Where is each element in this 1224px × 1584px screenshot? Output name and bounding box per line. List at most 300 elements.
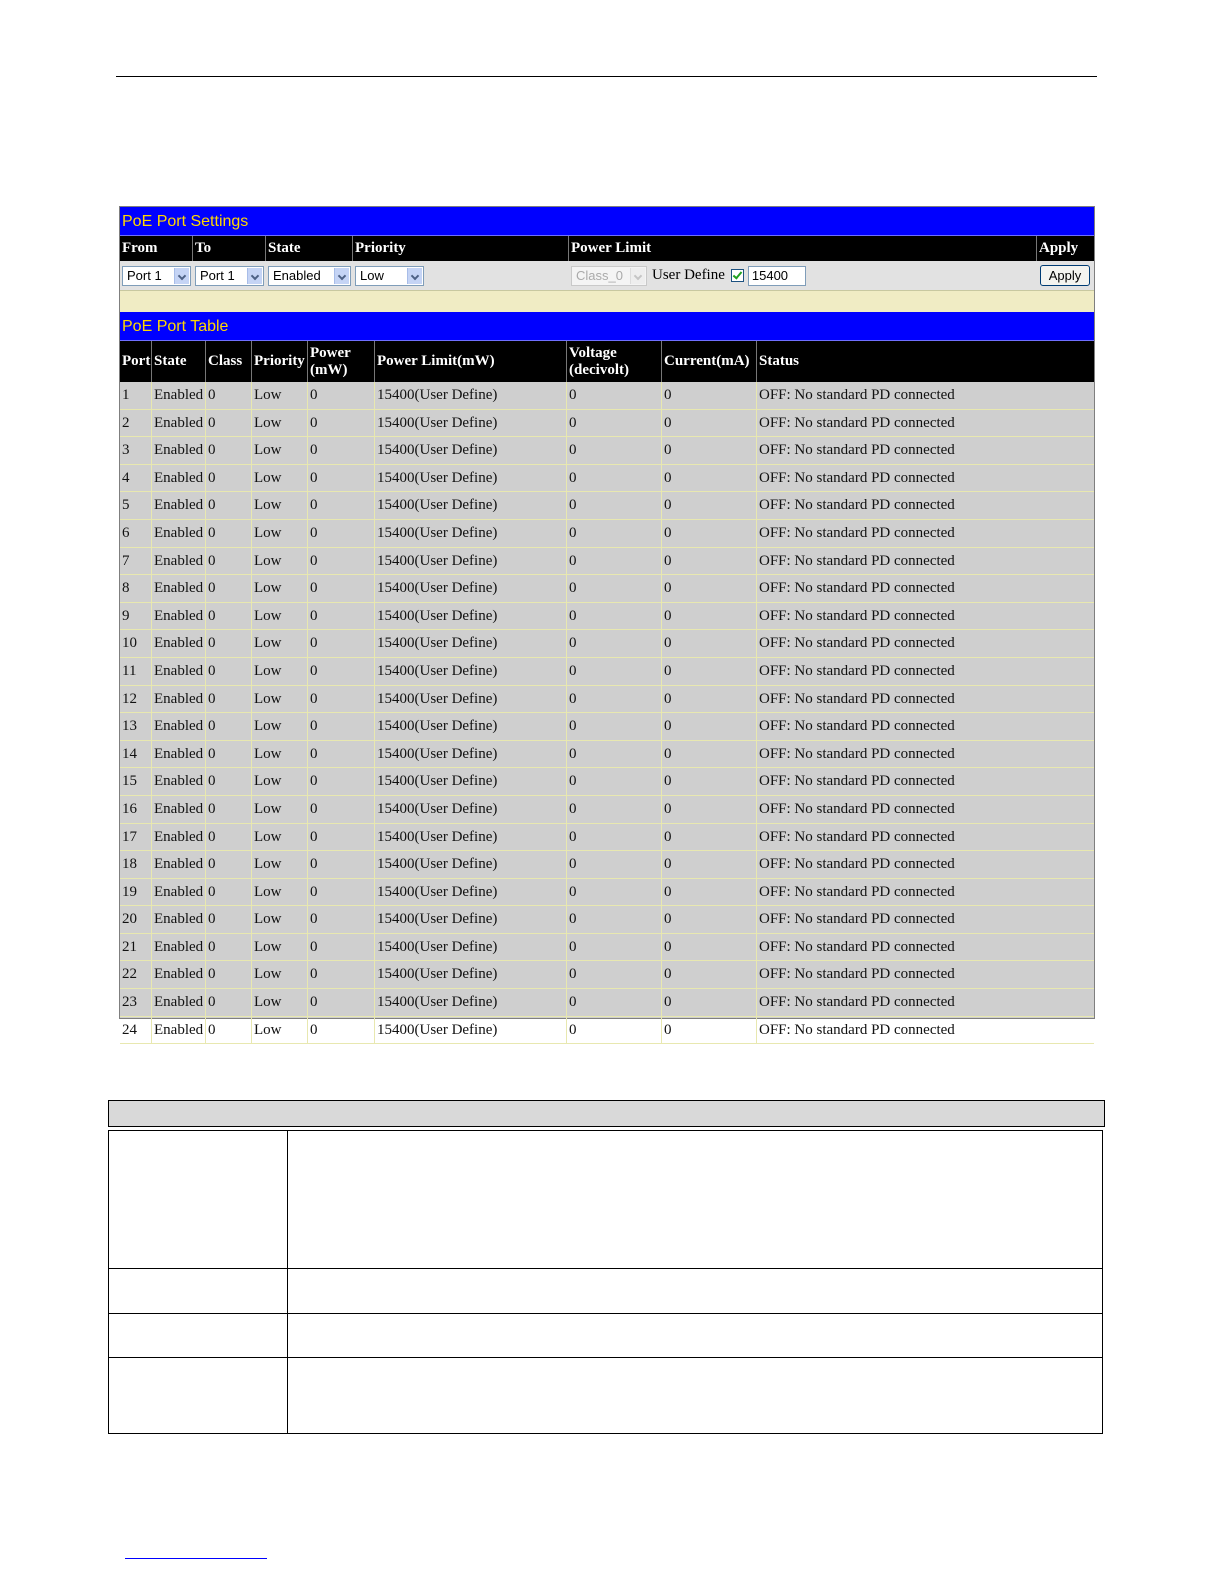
cell-priority: Low xyxy=(252,713,308,740)
cell-current: 0 xyxy=(662,603,757,630)
cell-class: 0 xyxy=(206,465,252,492)
cell-power-limit: 15400(User Define) xyxy=(375,437,567,464)
cell-priority: Low xyxy=(252,741,308,768)
cell-port: 20 xyxy=(120,906,152,933)
cell-power: 0 xyxy=(308,851,375,878)
cell-power: 0 xyxy=(308,934,375,961)
cell-voltage: 0 xyxy=(567,934,662,961)
cell-port: 5 xyxy=(120,492,152,519)
table-row xyxy=(120,520,1094,548)
cell-power: 0 xyxy=(308,603,375,630)
cell-class: 0 xyxy=(206,713,252,740)
table-row xyxy=(120,548,1094,576)
cell-status: OFF: No standard PD connected xyxy=(759,856,955,873)
cell-voltage: 0 xyxy=(567,686,662,713)
cell-port: 9 xyxy=(120,603,152,630)
cell-port: 10 xyxy=(120,630,152,657)
description-term-cell xyxy=(109,1269,288,1314)
table-row xyxy=(120,1017,1094,1045)
cell-current: 0 xyxy=(662,520,757,547)
header-to: To xyxy=(193,236,266,261)
cell-status: OFF: No standard PD connected xyxy=(759,635,955,652)
cell-class: 0 xyxy=(206,796,252,823)
cell-voltage: 0 xyxy=(567,824,662,851)
cell-power-limit: 15400(User Define) xyxy=(375,630,567,657)
cell-state: Enabled xyxy=(152,824,206,851)
col-state: State xyxy=(152,341,206,382)
cell-power: 0 xyxy=(308,492,375,519)
cell-status: OFF: No standard PD connected xyxy=(759,497,955,514)
cell-voltage: 0 xyxy=(567,575,662,602)
cell-status: OFF: No standard PD connected xyxy=(759,1021,955,1038)
cell-power-limit: 15400(User Define) xyxy=(375,961,567,988)
priority-cell xyxy=(353,266,569,286)
cell-status: OFF: No standard PD connected xyxy=(759,745,955,762)
cell-priority: Low xyxy=(252,961,308,988)
col-power-line1: Power xyxy=(310,344,351,361)
cell-class: 0 xyxy=(206,906,252,933)
cell-status: OFF: No standard PD connected xyxy=(759,773,955,790)
col-voltage xyxy=(567,341,662,382)
cell-power-limit: 15400(User Define) xyxy=(375,713,567,740)
cell-voltage: 0 xyxy=(567,465,662,492)
table-row xyxy=(120,879,1094,907)
cell-power: 0 xyxy=(308,961,375,988)
state-cell xyxy=(266,266,353,286)
cell-power: 0 xyxy=(308,741,375,768)
cell-current: 0 xyxy=(662,630,757,657)
cell-class: 0 xyxy=(206,961,252,988)
table-row xyxy=(120,989,1094,1017)
table-row xyxy=(120,934,1094,962)
cell-priority: Low xyxy=(252,410,308,437)
cell-port: 19 xyxy=(120,879,152,906)
description-text-cell xyxy=(288,1358,1103,1434)
cell-current: 0 xyxy=(662,879,757,906)
cell-power: 0 xyxy=(308,713,375,740)
cell-class: 0 xyxy=(206,437,252,464)
cell-priority: Low xyxy=(252,492,308,519)
table-row xyxy=(120,630,1094,658)
cell-priority: Low xyxy=(252,465,308,492)
cell-port: 4 xyxy=(120,465,152,492)
cell-state: Enabled xyxy=(152,851,206,878)
cell-power: 0 xyxy=(308,768,375,795)
priority-select[interactable] xyxy=(355,266,424,286)
cell-state: Enabled xyxy=(152,906,206,933)
cell-port: 1 xyxy=(120,382,152,409)
cell-voltage: 0 xyxy=(567,906,662,933)
cell-class: 0 xyxy=(206,603,252,630)
cell-power-limit: 15400(User Define) xyxy=(375,824,567,851)
description-term-cell xyxy=(109,1314,288,1358)
table-row xyxy=(120,492,1094,520)
col-status: Status xyxy=(759,353,800,369)
user-define-checkbox[interactable] xyxy=(731,269,744,282)
cell-power: 0 xyxy=(308,630,375,657)
to-port-value: Port 1 xyxy=(200,267,235,283)
cell-port: 6 xyxy=(120,520,152,547)
cell-status: OFF: No standard PD connected xyxy=(759,883,955,900)
cell-power-limit: 15400(User Define) xyxy=(375,492,567,519)
cell-port: 12 xyxy=(120,686,152,713)
cell-power-limit: 15400(User Define) xyxy=(375,548,567,575)
cell-state: Enabled xyxy=(152,548,206,575)
header-state: State xyxy=(266,236,353,261)
cell-state: Enabled xyxy=(152,989,206,1016)
header-power-limit: Power Limit xyxy=(569,236,1037,261)
cell-current: 0 xyxy=(662,686,757,713)
cell-priority: Low xyxy=(252,575,308,602)
cell-power-limit: 15400(User Define) xyxy=(375,520,567,547)
cell-power-limit: 15400(User Define) xyxy=(375,658,567,685)
cell-status: OFF: No standard PD connected xyxy=(759,580,955,597)
col-voltage-line1: Voltage xyxy=(569,344,617,361)
cell-status: OFF: No standard PD connected xyxy=(759,524,955,541)
power-limit-input[interactable]: 15400 xyxy=(748,266,806,286)
cell-voltage: 0 xyxy=(567,658,662,685)
cell-current: 0 xyxy=(662,658,757,685)
cell-priority: Low xyxy=(252,548,308,575)
cell-port: 17 xyxy=(120,824,152,851)
chevron-down-icon[interactable] xyxy=(174,268,189,284)
cell-current: 0 xyxy=(662,768,757,795)
cell-current: 0 xyxy=(662,382,757,409)
cell-port: 23 xyxy=(120,989,152,1016)
cell-class: 0 xyxy=(206,492,252,519)
col-class: Class xyxy=(206,341,252,382)
cell-power: 0 xyxy=(308,658,375,685)
cell-power: 0 xyxy=(308,575,375,602)
cell-priority: Low xyxy=(252,879,308,906)
cell-state: Enabled xyxy=(152,575,206,602)
cell-class: 0 xyxy=(206,879,252,906)
description-row xyxy=(109,1358,1103,1434)
cell-state: Enabled xyxy=(152,796,206,823)
cell-status: OFF: No standard PD connected xyxy=(759,718,955,735)
cell-class: 0 xyxy=(206,410,252,437)
cell-port: 14 xyxy=(120,741,152,768)
cell-voltage: 0 xyxy=(567,1017,662,1044)
cell-priority: Low xyxy=(252,1017,308,1044)
cell-state: Enabled xyxy=(152,934,206,961)
cell-state: Enabled xyxy=(152,382,206,409)
chevron-down-icon[interactable] xyxy=(247,268,262,284)
cell-current: 0 xyxy=(662,824,757,851)
cell-current: 0 xyxy=(662,465,757,492)
cell-power-limit: 15400(User Define) xyxy=(375,410,567,437)
cell-current: 0 xyxy=(662,548,757,575)
cell-state: Enabled xyxy=(152,630,206,657)
cell-status: OFF: No standard PD connected xyxy=(759,662,955,679)
cell-power-limit: 15400(User Define) xyxy=(375,575,567,602)
cell-power-limit: 15400(User Define) xyxy=(375,741,567,768)
cell-current: 0 xyxy=(662,796,757,823)
cell-state: Enabled xyxy=(152,713,206,740)
cell-class: 0 xyxy=(206,851,252,878)
from-port-value: Port 1 xyxy=(127,267,162,283)
cell-port: 21 xyxy=(120,934,152,961)
cell-state: Enabled xyxy=(152,1017,206,1044)
table-row xyxy=(120,603,1094,631)
cell-power: 0 xyxy=(308,989,375,1016)
cell-power-limit: 15400(User Define) xyxy=(375,603,567,630)
description-term-cell xyxy=(109,1358,288,1434)
cell-priority: Low xyxy=(252,520,308,547)
cell-status: OFF: No standard PD connected xyxy=(759,800,955,817)
cell-state: Enabled xyxy=(152,686,206,713)
cell-port: 22 xyxy=(120,961,152,988)
to-port-select[interactable] xyxy=(195,266,264,286)
class-select xyxy=(571,266,647,286)
priority-value: Low xyxy=(360,267,384,283)
cell-current: 0 xyxy=(662,934,757,961)
cell-current: 0 xyxy=(662,575,757,602)
from-cell xyxy=(120,266,193,286)
cell-class: 0 xyxy=(206,630,252,657)
user-define-label: User Define xyxy=(652,267,725,283)
table-row xyxy=(120,961,1094,989)
chevron-down-icon[interactable] xyxy=(407,268,422,284)
cell-status: OFF: No standard PD connected xyxy=(759,966,955,983)
description-row xyxy=(109,1131,1103,1269)
cell-state: Enabled xyxy=(152,658,206,685)
cell-class: 0 xyxy=(206,382,252,409)
col-power-limit: Power Limit(mW) xyxy=(375,341,567,382)
cell-current: 0 xyxy=(662,437,757,464)
cell-state: Enabled xyxy=(152,437,206,464)
cell-state: Enabled xyxy=(152,465,206,492)
state-value: Enabled xyxy=(273,267,321,283)
cell-class: 0 xyxy=(206,1017,252,1044)
cell-power-limit: 15400(User Define) xyxy=(375,465,567,492)
cell-priority: Low xyxy=(252,630,308,657)
cell-voltage: 0 xyxy=(567,768,662,795)
cell-status: OFF: No standard PD connected xyxy=(759,607,955,624)
cell-voltage: 0 xyxy=(567,741,662,768)
cell-power: 0 xyxy=(308,824,375,851)
cell-voltage: 0 xyxy=(567,382,662,409)
cell-status: OFF: No standard PD connected xyxy=(759,414,955,431)
cell-power: 0 xyxy=(308,410,375,437)
cell-power: 0 xyxy=(308,686,375,713)
chevron-down-icon[interactable] xyxy=(334,268,349,284)
settings-spacer xyxy=(120,291,1094,312)
cell-current: 0 xyxy=(662,713,757,740)
cell-current: 0 xyxy=(662,1017,757,1044)
cell-voltage: 0 xyxy=(567,603,662,630)
cell-power-limit: 15400(User Define) xyxy=(375,796,567,823)
cell-priority: Low xyxy=(252,603,308,630)
cell-class: 0 xyxy=(206,686,252,713)
poe-port-table-title: PoE Port Table xyxy=(120,312,1094,341)
table-row xyxy=(120,437,1094,465)
cell-power-limit: 15400(User Define) xyxy=(375,686,567,713)
col-port: Port xyxy=(120,341,152,382)
cell-state: Enabled xyxy=(152,961,206,988)
table-row xyxy=(120,768,1094,796)
cell-current: 0 xyxy=(662,741,757,768)
col-voltage-line2: (decivolt) xyxy=(569,361,629,378)
cell-voltage: 0 xyxy=(567,713,662,740)
description-term-cell xyxy=(109,1131,288,1269)
col-power xyxy=(308,341,375,382)
cell-class: 0 xyxy=(206,934,252,961)
cell-priority: Low xyxy=(252,768,308,795)
cell-voltage: 0 xyxy=(567,630,662,657)
table-body xyxy=(120,382,1094,1044)
cell-status: OFF: No standard PD connected xyxy=(759,994,955,1011)
cell-voltage: 0 xyxy=(567,961,662,988)
header-apply: Apply xyxy=(1039,240,1079,256)
description-row xyxy=(109,1314,1103,1358)
cell-status: OFF: No standard PD connected xyxy=(759,911,955,928)
cell-priority: Low xyxy=(252,382,308,409)
cell-priority: Low xyxy=(252,934,308,961)
col-priority: Priority xyxy=(252,341,308,382)
description-text-cell xyxy=(288,1269,1103,1314)
cell-status: OFF: No standard PD connected xyxy=(759,938,955,955)
cell-voltage: 0 xyxy=(567,437,662,464)
poe-port-settings-title: PoE Port Settings xyxy=(120,207,1094,236)
cell-power-limit: 15400(User Define) xyxy=(375,851,567,878)
cell-power: 0 xyxy=(308,879,375,906)
cell-priority: Low xyxy=(252,824,308,851)
description-text-cell xyxy=(288,1131,1103,1269)
cell-power-limit: 15400(User Define) xyxy=(375,934,567,961)
cell-priority: Low xyxy=(252,906,308,933)
table-row xyxy=(120,686,1094,714)
cell-state: Enabled xyxy=(152,410,206,437)
cell-state: Enabled xyxy=(152,603,206,630)
col-power-line2: (mW) xyxy=(310,361,348,378)
cell-port: 13 xyxy=(120,713,152,740)
cell-current: 0 xyxy=(662,851,757,878)
cell-power: 0 xyxy=(308,520,375,547)
power-limit-cell xyxy=(569,266,1037,286)
cell-port: 7 xyxy=(120,548,152,575)
table-header-row xyxy=(120,341,1094,382)
cell-state: Enabled xyxy=(152,879,206,906)
cell-class: 0 xyxy=(206,768,252,795)
page-header-rule xyxy=(116,76,1097,77)
cell-port: 24 xyxy=(120,1017,152,1044)
cell-priority: Low xyxy=(252,686,308,713)
table-row xyxy=(120,575,1094,603)
cell-port: 11 xyxy=(120,658,152,685)
cell-class: 0 xyxy=(206,989,252,1016)
footer-link-underline xyxy=(125,1558,267,1559)
cell-status: OFF: No standard PD connected xyxy=(759,690,955,707)
cell-status: OFF: No standard PD connected xyxy=(759,828,955,845)
settings-control-row xyxy=(120,261,1094,291)
cell-class: 0 xyxy=(206,548,252,575)
table-row xyxy=(120,465,1094,493)
header-from: From xyxy=(120,236,193,261)
cell-port: 16 xyxy=(120,796,152,823)
table-row xyxy=(120,713,1094,741)
cell-power-limit: 15400(User Define) xyxy=(375,906,567,933)
cell-status: OFF: No standard PD connected xyxy=(759,387,955,403)
cell-class: 0 xyxy=(206,824,252,851)
table-row xyxy=(120,741,1094,769)
cell-port: 3 xyxy=(120,437,152,464)
table-row xyxy=(120,851,1094,879)
cell-priority: Low xyxy=(252,437,308,464)
cell-power: 0 xyxy=(308,548,375,575)
cell-power: 0 xyxy=(308,1017,375,1044)
cell-voltage: 0 xyxy=(567,851,662,878)
table-row xyxy=(120,796,1094,824)
cell-port: 15 xyxy=(120,768,152,795)
cell-power: 0 xyxy=(308,906,375,933)
cell-current: 0 xyxy=(662,492,757,519)
cell-class: 0 xyxy=(206,741,252,768)
cell-voltage: 0 xyxy=(567,520,662,547)
description-row xyxy=(109,1269,1103,1314)
state-select[interactable] xyxy=(268,266,351,286)
cell-power: 0 xyxy=(308,437,375,464)
cell-port: 8 xyxy=(120,575,152,602)
description-table xyxy=(108,1130,1103,1434)
cell-voltage: 0 xyxy=(567,410,662,437)
cell-priority: Low xyxy=(252,989,308,1016)
cell-priority: Low xyxy=(252,796,308,823)
cell-status: OFF: No standard PD connected xyxy=(759,469,955,486)
table-row xyxy=(120,906,1094,934)
cell-power: 0 xyxy=(308,796,375,823)
cell-voltage: 0 xyxy=(567,492,662,519)
cell-power-limit: 15400(User Define) xyxy=(375,989,567,1016)
table-row xyxy=(120,824,1094,852)
cell-voltage: 0 xyxy=(567,879,662,906)
cell-voltage: 0 xyxy=(567,989,662,1016)
cell-current: 0 xyxy=(662,906,757,933)
cell-port: 2 xyxy=(120,410,152,437)
table-row xyxy=(120,410,1094,438)
to-cell xyxy=(193,266,266,286)
poe-port-panel xyxy=(119,206,1095,1038)
cell-state: Enabled xyxy=(152,768,206,795)
cell-state: Enabled xyxy=(152,741,206,768)
class-value: Class_0 xyxy=(576,267,623,283)
cell-status: OFF: No standard PD connected xyxy=(759,552,955,569)
cell-status: OFF: No standard PD connected xyxy=(759,442,955,459)
cell-voltage: 0 xyxy=(567,796,662,823)
cell-current: 0 xyxy=(662,989,757,1016)
cell-power-limit: 15400(User Define) xyxy=(375,879,567,906)
apply-button[interactable]: Apply xyxy=(1040,265,1090,286)
cell-port: 18 xyxy=(120,851,152,878)
cell-power: 0 xyxy=(308,465,375,492)
cell-power-limit: 15400(User Define) xyxy=(375,382,567,409)
cell-power-limit: 15400(User Define) xyxy=(375,768,567,795)
cell-voltage: 0 xyxy=(567,548,662,575)
cell-class: 0 xyxy=(206,658,252,685)
cell-current: 0 xyxy=(662,410,757,437)
cell-state: Enabled xyxy=(152,492,206,519)
header-priority: Priority xyxy=(353,236,569,261)
cell-power: 0 xyxy=(308,382,375,409)
cell-current: 0 xyxy=(662,961,757,988)
cell-state: Enabled xyxy=(152,520,206,547)
apply-cell xyxy=(1037,265,1094,286)
chevron-down-icon xyxy=(630,268,645,284)
cell-priority: Low xyxy=(252,851,308,878)
from-port-select[interactable] xyxy=(122,266,191,286)
cell-class: 0 xyxy=(206,520,252,547)
cell-power-limit: 15400(User Define) xyxy=(375,1017,567,1044)
